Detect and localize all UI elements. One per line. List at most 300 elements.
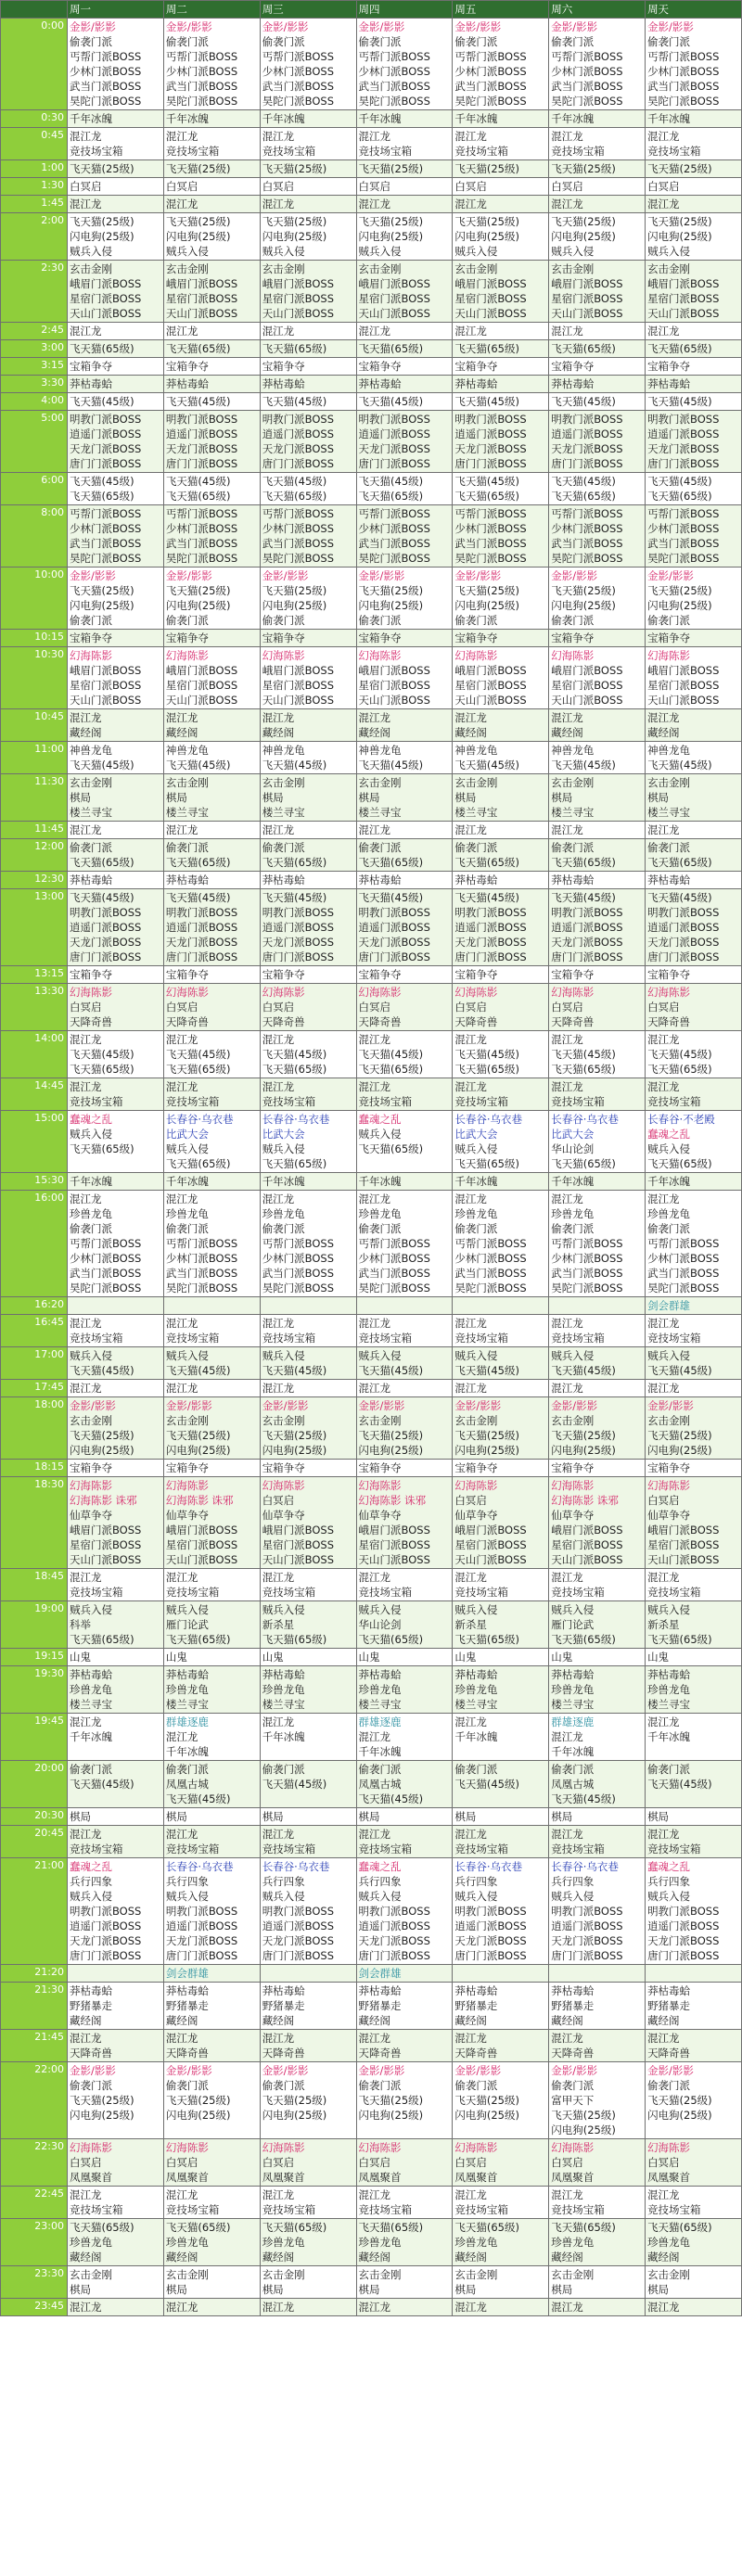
event-item: 飞天猫(65级) bbox=[70, 1633, 134, 1646]
event-cell bbox=[260, 2219, 356, 2266]
event-item: 飞天猫(65级) bbox=[454, 342, 519, 355]
event-cell bbox=[356, 1761, 453, 1808]
event-item: 野猪暴走 bbox=[165, 1999, 209, 2012]
event-cell bbox=[68, 1477, 164, 1569]
event-item: 偷袭门派 bbox=[454, 35, 498, 48]
event-item: 混江龙 bbox=[70, 2301, 102, 2314]
event-item: 星宿门派BOSS bbox=[358, 1538, 430, 1551]
event-item: 偷袭门派 bbox=[358, 1763, 402, 1776]
event-item: 玄击金刚 bbox=[454, 1414, 498, 1427]
event-item: 长春谷·乌衣巷 bbox=[454, 1860, 523, 1873]
event-item: 宝箱争夺 bbox=[262, 360, 305, 373]
schedule-row bbox=[1, 984, 742, 1031]
event-item: 偷袭门派 bbox=[70, 1222, 112, 1235]
event-cell bbox=[549, 872, 646, 889]
event-cell bbox=[356, 160, 453, 178]
event-item: 飞天猫(65级) bbox=[454, 856, 519, 869]
schedule-row bbox=[1, 1666, 742, 1714]
event-item: 贼兵入侵 bbox=[70, 1349, 112, 1362]
event-item: 仙草争夺 bbox=[647, 1509, 691, 1522]
event-cell bbox=[163, 567, 260, 630]
event-item: 混江龙 bbox=[551, 2301, 583, 2314]
event-cell bbox=[356, 567, 453, 630]
schedule-row bbox=[1, 1297, 742, 1315]
event-item: 仙草争夺 bbox=[358, 1509, 402, 1522]
event-item: 玄击金刚 bbox=[454, 2268, 498, 2281]
event-item: 少林门派BOSS bbox=[358, 65, 430, 78]
event-cell bbox=[163, 1297, 260, 1315]
event-item: 峨眉门派BOSS bbox=[262, 664, 335, 677]
event-cell bbox=[549, 1380, 646, 1397]
event-item: 白冥启 bbox=[647, 1001, 680, 1014]
event-item: 明教门派BOSS bbox=[551, 906, 623, 919]
event-item: 幻海陈影 bbox=[454, 2141, 498, 2154]
event-item: 金影/影影 bbox=[70, 1399, 116, 1412]
event-item: 藏经阁 bbox=[551, 2251, 583, 2264]
day-header: 周五 bbox=[453, 1, 549, 19]
time-cell: 6:00 bbox=[1, 473, 68, 505]
event-item: 莽枯毒蛤 bbox=[358, 1984, 402, 1997]
event-item: 混江龙 bbox=[454, 1828, 487, 1841]
event-item: 幻海陈影 bbox=[165, 649, 209, 662]
event-item: 明教门派BOSS bbox=[262, 1905, 335, 1918]
event-item: 混江龙 bbox=[165, 1730, 198, 1743]
time-cell: 14:00 bbox=[1, 1031, 68, 1078]
event-cell bbox=[646, 1569, 742, 1601]
event-item: 棋局 bbox=[165, 2283, 187, 2296]
event-cell bbox=[163, 340, 260, 358]
schedule-row bbox=[1, 2219, 742, 2266]
event-cell bbox=[356, 1173, 453, 1191]
event-item: 闪电狗(25级) bbox=[358, 2109, 424, 2122]
event-cell bbox=[549, 2299, 646, 2316]
event-item: 武当门派BOSS bbox=[647, 1267, 720, 1280]
event-item: 珍兽龙龟 bbox=[454, 1207, 498, 1220]
event-cell bbox=[453, 473, 549, 505]
event-item: 贼兵入侵 bbox=[647, 1349, 691, 1362]
event-cell bbox=[260, 2139, 356, 2187]
time-cell: 19:15 bbox=[1, 1649, 68, 1666]
event-item: 峨眉门派BOSS bbox=[358, 1524, 430, 1537]
event-item: 飞天猫(25级) bbox=[551, 2109, 616, 2122]
time-cell: 10:45 bbox=[1, 709, 68, 742]
event-item: 丐帮门派BOSS bbox=[70, 50, 142, 63]
event-item: 星宿门派BOSS bbox=[70, 679, 142, 692]
event-cell bbox=[453, 1397, 549, 1460]
event-item: 混江龙 bbox=[647, 823, 680, 836]
event-cell bbox=[163, 774, 260, 822]
event-item: 混江龙 bbox=[647, 2032, 680, 2045]
event-item: 幻海陈影 bbox=[647, 2141, 691, 2154]
event-item: 峨眉门派BOSS bbox=[70, 277, 142, 290]
event-item: 丐帮门派BOSS bbox=[358, 1237, 430, 1250]
event-cell bbox=[453, 160, 549, 178]
event-cell bbox=[163, 742, 260, 774]
event-item: 天山门派BOSS bbox=[358, 1553, 430, 1566]
event-item: 天龙门派BOSS bbox=[165, 1934, 238, 1947]
event-item: 幻海陈影 bbox=[262, 2141, 305, 2154]
event-item: 飞天猫(45级) bbox=[262, 395, 327, 408]
event-item: 逍遥门派BOSS bbox=[165, 921, 238, 934]
event-cell bbox=[453, 376, 549, 393]
event-cell bbox=[549, 213, 646, 261]
event-item: 星宿门派BOSS bbox=[454, 1538, 527, 1551]
schedule-row bbox=[1, 567, 742, 630]
event-cell bbox=[163, 2299, 260, 2316]
event-item: 贼兵入侵 bbox=[70, 1890, 112, 1903]
event-item: 白冥启 bbox=[358, 180, 391, 193]
event-item: 蠢魂之乱 bbox=[647, 1128, 691, 1141]
event-item: 天龙门派BOSS bbox=[551, 442, 623, 455]
event-item: 竞技场宝箱 bbox=[551, 1095, 605, 1108]
event-item: 偷袭门派 bbox=[358, 841, 402, 854]
event-item: 偷袭门派 bbox=[454, 2079, 498, 2092]
event-item: 飞天猫(45级) bbox=[358, 1792, 424, 1805]
event-item: 金影/影影 bbox=[454, 2064, 502, 2077]
time-cell: 1:00 bbox=[1, 160, 68, 178]
event-item: 剑会群雄 bbox=[358, 1967, 402, 1980]
event-item: 比武大会 bbox=[165, 1128, 209, 1141]
event-item: 贼兵入侵 bbox=[358, 245, 402, 258]
event-cell bbox=[163, 1460, 260, 1477]
event-item: 混江龙 bbox=[551, 1382, 583, 1395]
schedule-row bbox=[1, 261, 742, 323]
event-cell bbox=[356, 742, 453, 774]
event-item: 天龙门派BOSS bbox=[454, 936, 527, 949]
event-item: 偷袭门派 bbox=[647, 1222, 691, 1235]
event-item: 飞天猫(25级) bbox=[165, 1429, 231, 1442]
event-item: 千年冰魄 bbox=[358, 112, 402, 125]
event-item: 飞天猫(25级) bbox=[70, 215, 134, 228]
event-cell bbox=[356, 2062, 453, 2139]
event-item: 飞天猫(45级) bbox=[262, 759, 327, 772]
event-item: 明教门派BOSS bbox=[262, 413, 335, 426]
event-item: 逍遥门派BOSS bbox=[262, 1919, 335, 1932]
event-item: 飞天猫(25级) bbox=[454, 162, 519, 175]
event-item: 混江龙 bbox=[70, 1382, 102, 1395]
event-item: 偷袭门派 bbox=[70, 35, 112, 48]
event-item: 白冥启 bbox=[165, 1001, 198, 1014]
event-item: 唐门门派BOSS bbox=[551, 1949, 623, 1962]
event-item: 飞天猫(45级) bbox=[358, 1048, 424, 1061]
event-item: 金影/影影 bbox=[70, 569, 116, 582]
event-cell bbox=[68, 2062, 164, 2139]
event-cell bbox=[356, 889, 453, 966]
event-item: 飞天猫(45级) bbox=[70, 891, 134, 904]
event-item: 逍遥门派BOSS bbox=[551, 921, 623, 934]
time-cell: 18:30 bbox=[1, 1477, 68, 1569]
event-cell bbox=[549, 1761, 646, 1808]
event-cell bbox=[68, 966, 164, 984]
event-item: 混江龙 bbox=[454, 130, 487, 143]
event-item: 唐门门派BOSS bbox=[358, 950, 430, 963]
time-cell: 22:30 bbox=[1, 2139, 68, 2187]
event-item: 白冥启 bbox=[70, 1001, 102, 1014]
event-cell bbox=[356, 2187, 453, 2219]
event-item: 竞技场宝箱 bbox=[551, 145, 605, 158]
event-item: 飞天猫(45级) bbox=[262, 475, 327, 488]
event-cell bbox=[549, 966, 646, 984]
event-item: 珍兽龙龟 bbox=[262, 2236, 305, 2249]
event-cell bbox=[646, 473, 742, 505]
event-cell bbox=[549, 1397, 646, 1460]
event-cell bbox=[260, 742, 356, 774]
event-item: 混江龙 bbox=[165, 1382, 198, 1395]
event-item: 天龙门派BOSS bbox=[70, 1934, 142, 1947]
event-cell bbox=[549, 1477, 646, 1569]
time-cell: 11:45 bbox=[1, 822, 68, 839]
event-item: 混江龙 bbox=[358, 1382, 391, 1395]
event-item: 白冥启 bbox=[551, 1001, 583, 1014]
event-item: 玄击金刚 bbox=[165, 1414, 209, 1427]
event-item: 飞天猫(45级) bbox=[358, 891, 424, 904]
event-item: 昊陀门派BOSS bbox=[165, 552, 238, 565]
event-cell bbox=[260, 1380, 356, 1397]
event-cell bbox=[163, 1858, 260, 1965]
event-item: 唐门门派BOSS bbox=[70, 457, 142, 470]
event-cell bbox=[356, 1460, 453, 1477]
schedule-row bbox=[1, 1315, 742, 1347]
event-item: 峨眉门派BOSS bbox=[358, 277, 430, 290]
event-cell bbox=[646, 178, 742, 196]
event-cell bbox=[549, 1078, 646, 1111]
event-item: 兵行四象 bbox=[454, 1875, 498, 1888]
event-item: 玄击金刚 bbox=[262, 2268, 305, 2281]
event-cell bbox=[549, 1569, 646, 1601]
event-item: 武当门派BOSS bbox=[454, 80, 527, 93]
event-item: 宝箱争夺 bbox=[358, 1461, 402, 1474]
event-cell bbox=[453, 839, 549, 872]
event-item: 幻海陈影 诛邪 bbox=[358, 1494, 427, 1507]
schedule-row bbox=[1, 709, 742, 742]
event-item: 飞天猫(65级) bbox=[70, 2221, 134, 2234]
event-item: 飞天猫(45级) bbox=[454, 1778, 519, 1791]
event-cell bbox=[549, 1315, 646, 1347]
event-item: 混江龙 bbox=[551, 130, 583, 143]
event-item: 昊陀门派BOSS bbox=[551, 1282, 623, 1294]
schedule-row bbox=[1, 1111, 742, 1173]
event-cell bbox=[68, 261, 164, 323]
event-item: 丐帮门派BOSS bbox=[551, 50, 623, 63]
event-item: 神兽龙龟 bbox=[551, 744, 595, 757]
event-item: 混江龙 bbox=[70, 1571, 102, 1584]
event-item: 星宿门派BOSS bbox=[165, 679, 238, 692]
event-item: 金影/影影 bbox=[647, 569, 694, 582]
event-item: 长春谷·乌衣巷 bbox=[551, 1860, 619, 1873]
event-item: 棋局 bbox=[165, 1810, 187, 1823]
event-item: 峨眉门派BOSS bbox=[454, 1524, 527, 1537]
event-item: 莽枯毒蛤 bbox=[70, 874, 112, 886]
event-item: 明教门派BOSS bbox=[70, 906, 142, 919]
time-cell: 23:00 bbox=[1, 2219, 68, 2266]
event-item: 玄击金刚 bbox=[70, 262, 112, 275]
event-item: 混江龙 bbox=[454, 1033, 487, 1046]
event-item: 仙草争夺 bbox=[262, 1509, 305, 1522]
event-cell bbox=[163, 393, 260, 411]
event-item: 天龙门派BOSS bbox=[165, 442, 238, 455]
event-item: 飞天猫(65级) bbox=[262, 342, 327, 355]
event-cell bbox=[260, 1111, 356, 1173]
event-item: 星宿门派BOSS bbox=[647, 292, 720, 305]
event-item: 明教门派BOSS bbox=[70, 413, 142, 426]
event-cell bbox=[549, 1965, 646, 1983]
event-item: 珍兽龙龟 bbox=[454, 1683, 498, 1696]
event-item: 飞天猫(65级) bbox=[358, 2221, 424, 2234]
time-cell: 3:30 bbox=[1, 376, 68, 393]
event-cell bbox=[68, 1649, 164, 1666]
event-cell bbox=[646, 2187, 742, 2219]
event-item: 楼兰寻宝 bbox=[262, 1698, 305, 1711]
event-item: 明教门派BOSS bbox=[262, 906, 335, 919]
event-item: 混江龙 bbox=[551, 198, 583, 210]
event-cell bbox=[68, 1397, 164, 1460]
event-cell bbox=[260, 2266, 356, 2299]
event-cell bbox=[646, 872, 742, 889]
event-item: 天山门派BOSS bbox=[165, 694, 238, 707]
event-item: 昊陀门派BOSS bbox=[70, 1282, 142, 1294]
event-item: 棋局 bbox=[454, 791, 477, 804]
event-cell bbox=[549, 1858, 646, 1965]
event-item: 飞天猫(25级) bbox=[551, 215, 616, 228]
event-cell bbox=[549, 1031, 646, 1078]
event-item: 闪电狗(25级) bbox=[358, 230, 424, 243]
event-cell bbox=[646, 1397, 742, 1460]
event-item: 贼兵入侵 bbox=[454, 1142, 498, 1155]
event-item: 混江龙 bbox=[262, 1571, 295, 1584]
event-item: 棋局 bbox=[358, 791, 380, 804]
event-cell bbox=[549, 1347, 646, 1380]
event-cell bbox=[68, 1858, 164, 1965]
event-cell bbox=[356, 19, 453, 110]
event-cell bbox=[453, 2187, 549, 2219]
event-item: 飞天猫(45级) bbox=[262, 1778, 327, 1791]
event-item: 珍兽龙龟 bbox=[70, 2236, 112, 2249]
event-item: 星宿门派BOSS bbox=[165, 1538, 238, 1551]
event-item: 玄击金刚 bbox=[262, 1414, 305, 1427]
event-item: 飞天猫(65级) bbox=[454, 1157, 519, 1170]
event-cell bbox=[549, 178, 646, 196]
event-item: 珍兽龙龟 bbox=[551, 2236, 595, 2249]
event-item: 飞天猫(65级) bbox=[165, 2221, 231, 2234]
event-cell bbox=[646, 1714, 742, 1761]
event-cell bbox=[260, 630, 356, 647]
event-item: 混江龙 bbox=[165, 2301, 198, 2314]
event-cell bbox=[260, 1761, 356, 1808]
event-item: 竞技场宝箱 bbox=[262, 1332, 316, 1345]
event-cell bbox=[68, 358, 164, 376]
event-item: 昊陀门派BOSS bbox=[262, 1282, 335, 1294]
event-item: 幻海陈影 bbox=[262, 986, 305, 999]
event-item: 宝箱争夺 bbox=[358, 968, 402, 981]
event-cell bbox=[356, 822, 453, 839]
event-item: 混江龙 bbox=[70, 2032, 102, 2045]
event-cell bbox=[549, 984, 646, 1031]
event-cell bbox=[163, 358, 260, 376]
event-cell bbox=[453, 1666, 549, 1714]
event-item: 白冥启 bbox=[358, 1001, 391, 1014]
event-item: 飞天猫(65级) bbox=[165, 490, 231, 503]
event-item: 飞天猫(45级) bbox=[454, 759, 519, 772]
time-cell: 14:45 bbox=[1, 1078, 68, 1111]
event-cell bbox=[260, 567, 356, 630]
event-cell bbox=[356, 1858, 453, 1965]
event-item: 华山论剑 bbox=[358, 1618, 402, 1631]
event-item: 千年冰魄 bbox=[454, 1730, 498, 1743]
event-cell bbox=[68, 323, 164, 340]
event-item: 飞天猫(25级) bbox=[165, 584, 231, 597]
event-cell bbox=[549, 889, 646, 966]
event-item: 星宿门派BOSS bbox=[70, 292, 142, 305]
event-item: 幻海陈影 bbox=[165, 1479, 209, 1492]
schedule-row bbox=[1, 630, 742, 647]
event-item: 白冥启 bbox=[454, 2156, 487, 2169]
event-cell bbox=[646, 1808, 742, 1826]
event-item: 玄击金刚 bbox=[358, 1414, 402, 1427]
event-cell bbox=[356, 128, 453, 160]
event-item: 混江龙 bbox=[358, 1033, 391, 1046]
event-item: 混江龙 bbox=[358, 2188, 391, 2201]
event-item: 飞天猫(45级) bbox=[647, 1048, 712, 1061]
event-item: 少林门派BOSS bbox=[70, 522, 142, 535]
event-item: 武当门派BOSS bbox=[262, 80, 335, 93]
event-item: 星宿门派BOSS bbox=[551, 1538, 623, 1551]
event-item: 少林门派BOSS bbox=[647, 1252, 720, 1265]
event-item: 逍遥门派BOSS bbox=[165, 427, 238, 440]
event-item: 少林门派BOSS bbox=[551, 1252, 623, 1265]
event-item: 天山门派BOSS bbox=[454, 1553, 527, 1566]
event-item: 混江龙 bbox=[551, 2188, 583, 2201]
event-item: 混江龙 bbox=[262, 1715, 295, 1728]
event-item: 千年冰魄 bbox=[165, 1745, 209, 1758]
event-item: 武当门派BOSS bbox=[551, 1267, 623, 1280]
event-item: 竞技场宝箱 bbox=[551, 1332, 605, 1345]
event-item: 宝箱争夺 bbox=[70, 968, 112, 981]
event-cell bbox=[163, 323, 260, 340]
event-item: 飞天猫(25级) bbox=[454, 1429, 519, 1442]
event-cell bbox=[356, 2299, 453, 2316]
event-cell bbox=[549, 358, 646, 376]
event-item: 宝箱争夺 bbox=[358, 631, 402, 644]
event-cell bbox=[163, 1666, 260, 1714]
time-cell: 0:00 bbox=[1, 19, 68, 110]
event-item: 长春谷·乌衣巷 bbox=[262, 1113, 330, 1126]
event-item: 贼兵入侵 bbox=[454, 245, 498, 258]
event-item: 楼兰寻宝 bbox=[262, 806, 305, 819]
event-item: 天山门派BOSS bbox=[551, 307, 623, 320]
schedule-row bbox=[1, 1714, 742, 1761]
event-item: 白冥启 bbox=[262, 1001, 295, 1014]
event-item: 贼兵入侵 bbox=[165, 1142, 209, 1155]
event-cell bbox=[453, 1173, 549, 1191]
event-cell bbox=[356, 1191, 453, 1297]
event-item: 少林门派BOSS bbox=[70, 1252, 142, 1265]
event-item: 棋局 bbox=[262, 2283, 284, 2296]
event-item: 飞天猫(65级) bbox=[358, 1633, 424, 1646]
event-item: 丐帮门派BOSS bbox=[551, 507, 623, 520]
event-item: 少林门派BOSS bbox=[165, 65, 238, 78]
event-item: 山鬼 bbox=[647, 1651, 670, 1664]
event-item: 千年冰魄 bbox=[262, 1175, 305, 1188]
event-item: 金影/影影 bbox=[647, 1399, 694, 1412]
event-item: 武当门派BOSS bbox=[165, 80, 238, 93]
event-cell bbox=[453, 742, 549, 774]
event-item: 幻海陈影 bbox=[647, 649, 691, 662]
event-cell bbox=[68, 1601, 164, 1649]
event-item: 藏经阁 bbox=[70, 2251, 102, 2264]
time-cell: 4:00 bbox=[1, 393, 68, 411]
event-item: 飞天猫(65级) bbox=[647, 1063, 712, 1076]
event-item: 楼兰寻宝 bbox=[454, 806, 498, 819]
